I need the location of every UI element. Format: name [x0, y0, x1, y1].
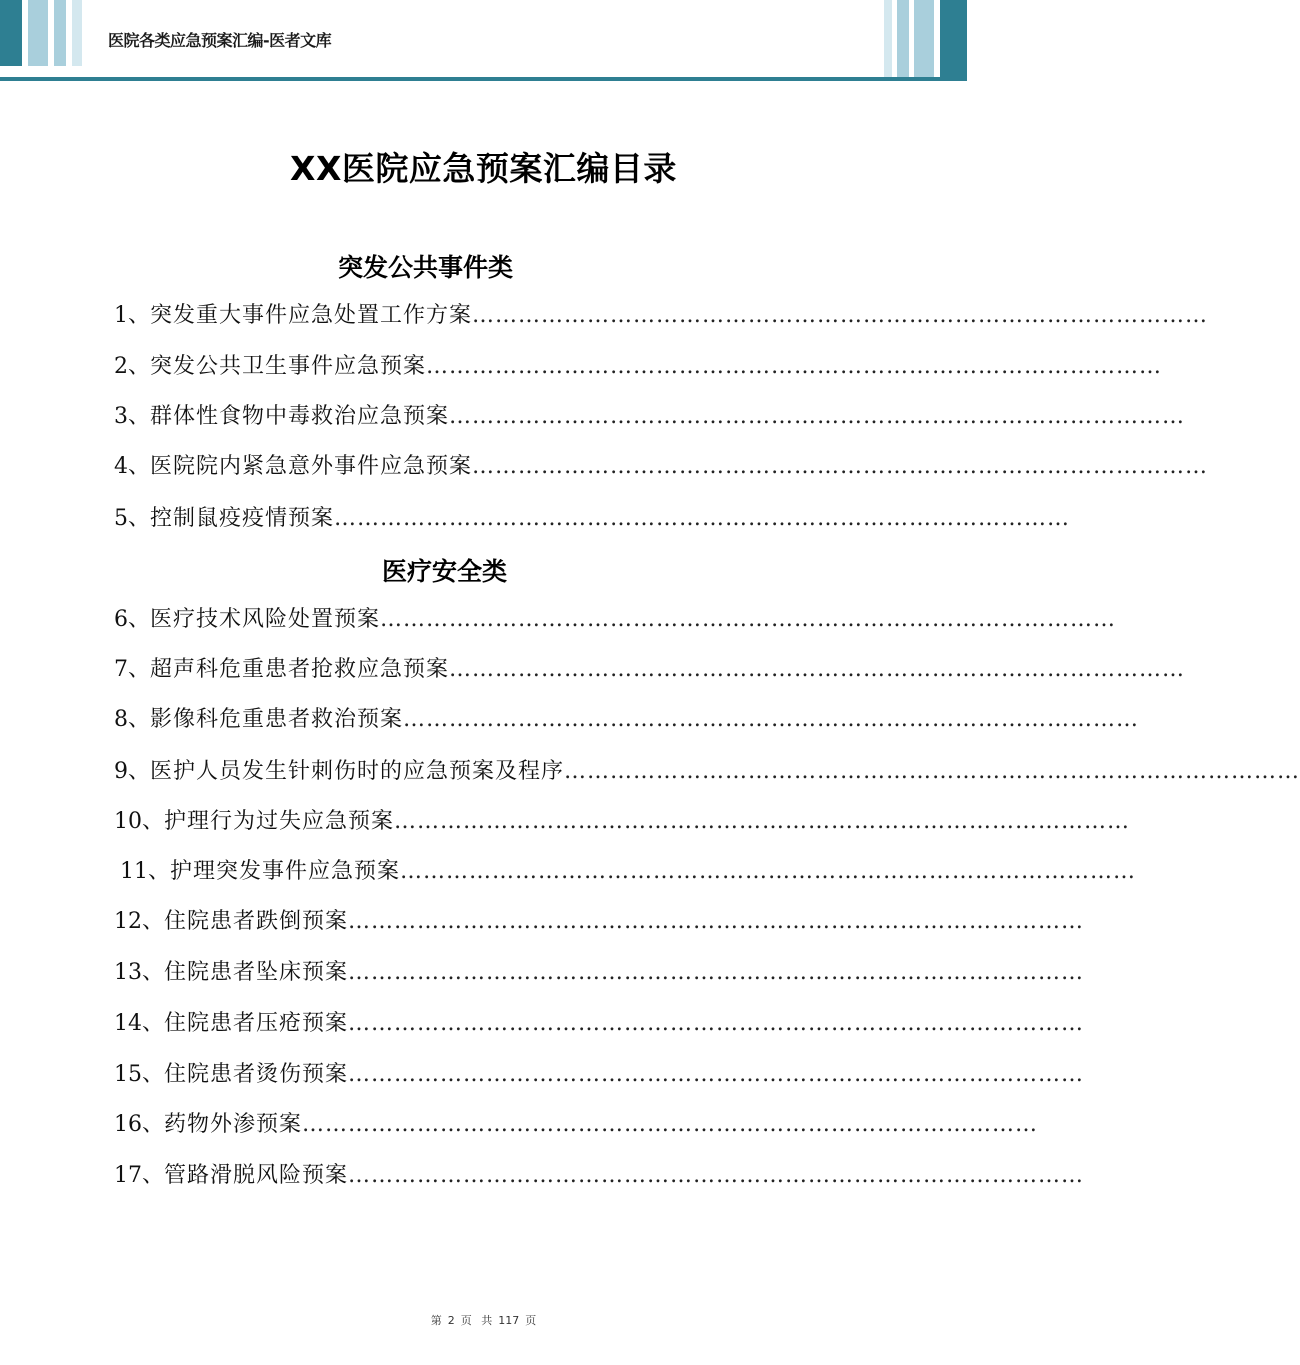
toc-item-number: 15、 [114, 1062, 164, 1087]
page-footer [0, 1312, 967, 1328]
header-stripe [54, 0, 66, 66]
toc-item-label: 管路滑脱风险预案 [164, 1163, 349, 1188]
toc-leader-dots: …………………………………………………………………………………… [472, 303, 1209, 328]
header-title: 医院各类应急预案汇编-医者文库 [108, 31, 332, 50]
toc-item-label: 药物外渗预案 [164, 1112, 303, 1137]
toc-leader-dots: …………………………………………………………………………………… [564, 759, 1300, 784]
toc-item-label: 医院院内紧急意外事件应急预案 [150, 454, 473, 479]
toc-item-label: 医护人员发生针刺伤时的应急预案及程序 [150, 759, 565, 784]
toc-leader-dots: …………………………………………………………………………………… [380, 607, 1117, 632]
document-title: XX医院应急预案汇编目录 [290, 149, 677, 188]
toc-item-label: 控制鼠疫疫情预案 [150, 506, 335, 531]
footer-page-total: 117 [498, 1314, 520, 1327]
toc-item-number: 12、 [114, 909, 164, 934]
toc-item[interactable] [114, 703, 1140, 737]
toc-item[interactable] [114, 603, 1117, 637]
toc-item[interactable] [114, 299, 1209, 333]
toc-item-label: 住院患者压疮预案 [164, 1011, 349, 1036]
toc-item-label: 群体性食物中毒救治应急预案 [150, 404, 450, 429]
toc-item[interactable] [114, 755, 1300, 789]
toc-leader-dots: …………………………………………………………………………………… [449, 657, 1186, 682]
toc-item-label: 住院患者跌倒预案 [164, 909, 349, 934]
toc-leader-dots: …………………………………………………………………………………… [348, 960, 1085, 985]
toc-leader-dots: …………………………………………………………………………………… [426, 354, 1163, 379]
toc-leader-dots: …………………………………………………………………………………… [472, 454, 1209, 479]
toc-item-number: 17、 [114, 1163, 164, 1188]
header-stripe [897, 0, 909, 77]
toc-item-number: 14、 [114, 1011, 164, 1036]
toc-item-number: 10、 [114, 809, 164, 834]
section-heading: 医疗安全类 [382, 557, 508, 586]
toc-leader-dots: …………………………………………………………………………………… [348, 1163, 1085, 1188]
toc-leader-dots: …………………………………………………………………………………… [348, 1062, 1085, 1087]
toc-item[interactable] [114, 805, 1131, 839]
section-heading: 突发公共事件类 [338, 253, 514, 282]
toc-item[interactable] [114, 1058, 1085, 1092]
toc-leader-dots: …………………………………………………………………………………… [348, 1011, 1085, 1036]
header-stripe [914, 0, 934, 77]
footer-total-unit: 页 [525, 1314, 537, 1327]
toc-item[interactable] [120, 855, 1137, 889]
page-header [0, 0, 967, 82]
toc-item-number: 13、 [114, 960, 164, 985]
toc-item[interactable] [114, 1108, 1039, 1142]
toc-item-label: 医疗技术风险处置预案 [150, 607, 381, 632]
toc-item-number: 6、 [114, 607, 150, 632]
toc-item[interactable] [114, 350, 1163, 384]
header-stripe [940, 0, 967, 77]
toc-item[interactable] [114, 956, 1085, 990]
toc-item-number: 16、 [114, 1112, 164, 1137]
toc-item-label: 住院患者坠床预案 [164, 960, 349, 985]
toc-item-number: 8、 [114, 707, 150, 732]
toc-item-number: 3、 [114, 404, 150, 429]
footer-page-current: 2 [447, 1314, 455, 1327]
toc-item-number: 4、 [114, 454, 150, 479]
toc-item-number: 5、 [114, 506, 150, 531]
toc-leader-dots: …………………………………………………………………………………… [348, 909, 1085, 934]
toc-item[interactable] [114, 1007, 1085, 1041]
toc-item-label: 护理行为过失应急预案 [164, 809, 395, 834]
header-stripe [72, 0, 82, 66]
toc-item[interactable] [114, 653, 1186, 687]
toc-item-label: 住院患者烫伤预案 [164, 1062, 349, 1087]
toc-item-number: 1、 [114, 303, 150, 328]
toc-leader-dots: …………………………………………………………………………………… [403, 707, 1140, 732]
header-stripe [28, 0, 48, 66]
footer-page-prefix: 第 [430, 1314, 442, 1327]
toc-leader-dots: …………………………………………………………………………………… [394, 809, 1131, 834]
header-stripe [0, 0, 22, 66]
toc-item-label: 护理突发事件应急预案 [170, 859, 401, 884]
header-stripe [884, 0, 892, 77]
toc-item-label: 影像科危重患者救治预案 [150, 707, 404, 732]
toc-leader-dots: …………………………………………………………………………………… [302, 1112, 1039, 1137]
header-rule [0, 77, 967, 81]
footer-page-unit: 页 [460, 1314, 472, 1327]
toc-leader-dots: …………………………………………………………………………………… [400, 859, 1137, 884]
toc-leader-dots: …………………………………………………………………………………… [334, 506, 1071, 531]
toc-item-number: 11、 [120, 859, 170, 884]
toc-item-number: 7、 [114, 657, 150, 682]
toc-item-label: 超声科危重患者抢救应急预案 [150, 657, 450, 682]
toc-leader-dots: …………………………………………………………………………………… [449, 404, 1186, 429]
toc-item[interactable] [114, 1159, 1085, 1193]
toc-item[interactable] [114, 905, 1085, 939]
footer-total-prefix: 共 [481, 1314, 493, 1327]
toc-item-label: 突发重大事件应急处置工作方案 [150, 303, 473, 328]
toc-item[interactable] [114, 400, 1186, 434]
toc-item-number: 2、 [114, 354, 150, 379]
toc-item-label: 突发公共卫生事件应急预案 [150, 354, 427, 379]
toc-item[interactable] [114, 450, 1209, 484]
toc-item-number: 9、 [114, 759, 150, 784]
toc-item[interactable] [114, 502, 1071, 536]
